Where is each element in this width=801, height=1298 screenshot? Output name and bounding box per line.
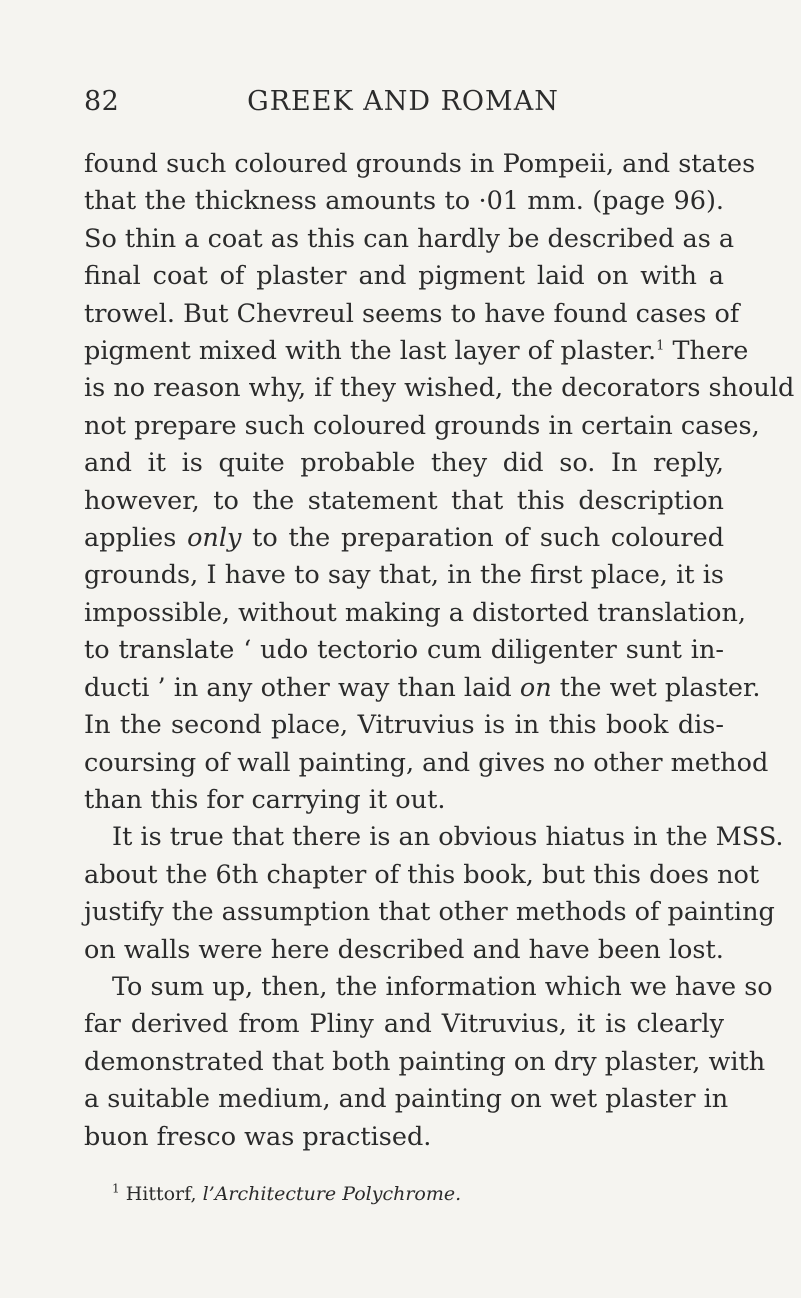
- footnote-reference: 1: [656, 338, 665, 354]
- footnote-author: Hittorf,: [125, 1183, 197, 1205]
- running-head: GREEK AND ROMAN: [247, 86, 559, 117]
- text-line: It is true that there is an obvious hiatus in the MSS.: [112, 822, 784, 853]
- text-line: not prepare such coloured grounds in certain cases,: [84, 410, 760, 441]
- text-segment: ducti ’ in any other way than laid: [84, 672, 512, 703]
- text-line: demonstrated that both painting on dry plaster, with: [84, 1046, 766, 1077]
- text-segment: pigment mixed with the last layer of plaster.: [84, 336, 657, 367]
- text-line: trowel. But Chevreul seems to have found cases of: [84, 298, 740, 329]
- text-line: [84, 670, 761, 707]
- text-line: however, to the statement that this description: [84, 485, 724, 516]
- text-line: than this for carrying it out.: [84, 784, 446, 815]
- text-line: about the 6th chapter of this book, but this does not: [84, 859, 760, 890]
- text-line: coursing of wall painting, and gives no other method: [84, 747, 769, 778]
- page-header: [84, 86, 722, 126]
- text-line: a suitable medium, and painting on wet plaster in: [84, 1084, 729, 1115]
- text-line: justify the assumption that other methods of painting: [84, 897, 775, 928]
- text-line: So thin a coat as this can hardly be described as a: [84, 223, 735, 254]
- footnote: [84, 1181, 724, 1207]
- body-text: [84, 146, 795, 1156]
- text-line: is no reason why, if they wished, the decorators should: [84, 373, 795, 404]
- text-segment: the wet plaster.: [559, 672, 761, 703]
- text-line: and it is quite probable they did so. In reply,: [84, 448, 724, 479]
- text-segment: There: [672, 336, 749, 367]
- text-line: To sum up, then, the information which we have so: [112, 971, 773, 1002]
- text-line: impossible, without making a distorted translation,: [84, 597, 746, 628]
- text-line: In the second place, Vitruvius is in this book dis-: [84, 710, 724, 741]
- text-segment: to the preparation of such coloured: [252, 523, 725, 554]
- page-number: 82: [84, 86, 120, 117]
- text-line: [84, 333, 749, 370]
- text-line: far derived from Pliny and Vitruvius, it is clearly: [84, 1009, 724, 1040]
- text-line: to translate ‘ udo tectorio cum diligenter sunt in-: [84, 635, 724, 666]
- text-line: [84, 520, 724, 557]
- emphasis-text: only: [187, 523, 242, 554]
- text-segment: applies: [84, 523, 177, 554]
- text-line: grounds, I have to say that, in the first place, it is: [84, 560, 724, 591]
- text-line: that the thickness amounts to ·01 mm. (page 96).: [84, 186, 724, 217]
- footnote-title: l’Architecture Polychrome.: [202, 1183, 462, 1205]
- footnote-mark: 1: [112, 1181, 120, 1196]
- text-line: buon fresco was practised.: [84, 1121, 432, 1152]
- text-line: final coat of plaster and pigment laid on with a: [84, 261, 724, 292]
- text-line: found such coloured grounds in Pompeii, and states: [84, 149, 756, 179]
- text-line: on walls were here described and have been lost.: [84, 934, 724, 965]
- emphasis-text: on: [519, 672, 552, 703]
